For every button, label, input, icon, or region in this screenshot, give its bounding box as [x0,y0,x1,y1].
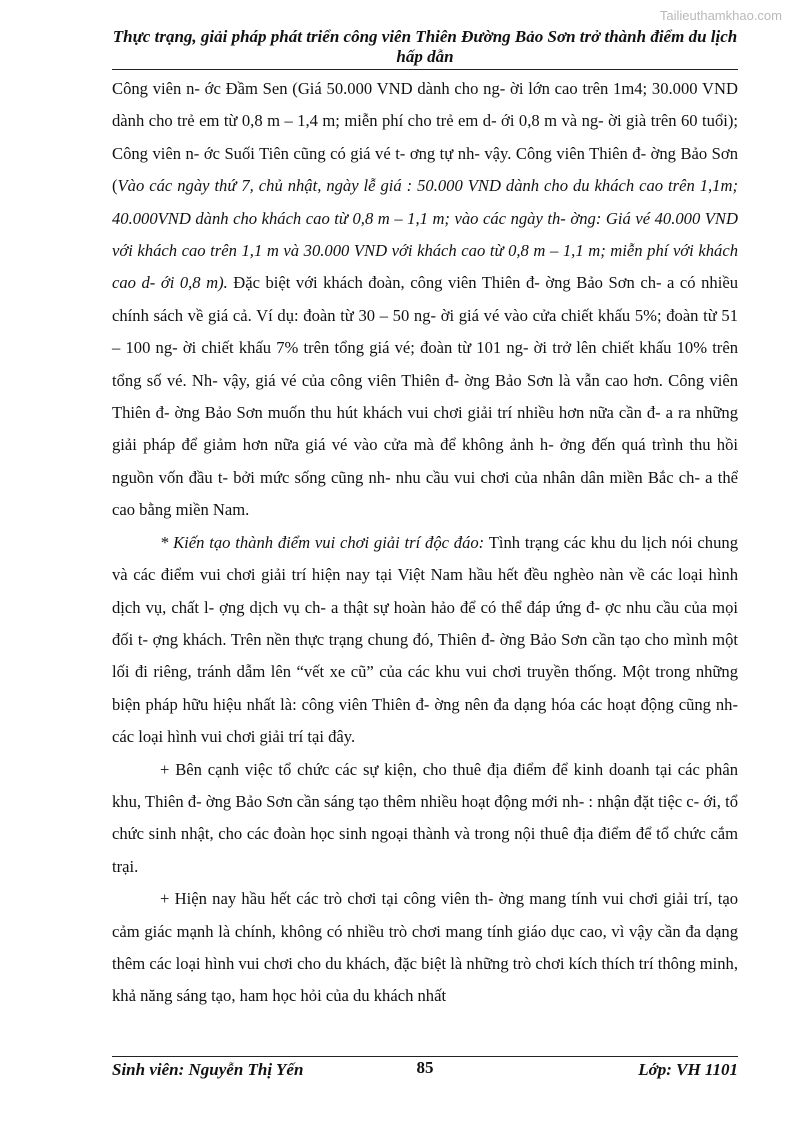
paragraph-events: + Bên cạnh việc tổ chức các sự kiện, cho thuê địa điểm để kinh doanh tại các phân khu, Thiên đ- ờng Bảo Sơn cần sáng tạo thêm nhiều hoạt động mới nh- : nhận đặt tiệc c- ới, tổ chức sinh nhật, cho các đoàn học sinh ngoại thành và trong nội thuê địa điểm để tổ chức cắm trại. [112,759,738,876]
paragraph-text: Đặc biệt với khách đoàn, công viên Thiên đ- ờng Bảo Sơn ch- a có nhiều chính sách về giá cả. Ví dụ: đoàn từ 30 – 50 ng- ời giá vé vào cửa chiết khấu 5%; đoàn từ 51 – 100 ng- ời chiết khấu 7% trên tổng giá vé; đoàn từ 101 ng- ời trở lên chiết khấu 10% trên tổng số vé. Nh- vậy, giá vé của công viên Thiên đ- ờng Bảo Sơn là vẫn cao hơn. Công viên Thiên đ- ờng Bảo Sơn muốn thu hút khách vui chơi giải trí nhiều hơn nữa cần đ- a ra những giải pháp để giảm hơn nữa giá vé vào cửa mà để không ảnh h- ởng đến quá trình thu hồi nguồn vốn đầu t- bởi mức sống cũng nh- nhu cầu vui chơi của nhân dân miền Bắc ch- a thể cao bằng miền Nam. [112,273,738,520]
document-body [112,73,738,1013]
paragraph-text: Công viên n- ớc Đầm Sen (Giá 50.000 VND dành cho ng- ời lớn cao trên 1m4; 30.000 VND dành cho trẻ em từ 0,8 m – 1,4 m; miễn phí cho trẻ em d- ới 0,8 m và ng- ời già trên 60 tuổi); Công viên n- ớc Suối Tiên cũng có giá vé t- ơng tự nh- vậy. Công viên Thiên đ- ờng Bảo Sơn ( [112,79,738,196]
watermark: Tailieuthamkhao.com [659,8,782,23]
page-number: 85 [416,1058,434,1077]
paragraph-italic-text: Vào các ngày thứ 7, chủ nhật, ngày lễ giá : 50.000 VND dành cho du khách cao trên 1,1m; 40.000VND dành cho khách cao từ 0,8 m – 1,1 m; vào các ngày th- ờng: Giá vé 40.000 VND với khách cao trên 1,1 m và 30.000 VND với khách cao từ 0,8 m – 1,1 m; miễn phí với khách cao d- ới 0,8 m). [112,176,738,293]
paragraph-text: Tình trạng các khu du lịch nói chung và các điểm vui chơi giải trí hiện nay tại Việt Nam hầu hết đều nghèo nàn về các loại hình dịch vụ, chất l- ợng dịch vụ ch- a thật sự hoàn hảo để có thể đáp ứng đ- ợc nhu cầu của mọi đối t- ợng khách. Trên nền thực trạng chung đó, Thiên đ- ờng Bảo Sơn cần tạo cho mình một lối đi riêng, tránh dẫm lên “vết xe cũ” của các khu vui chơi truyền thống. Một trong những biện pháp hữu hiệu nhất là: công viên Thiên đ- ờng nên đa dạng hóa các hoạt động cũng nh- các loại hình vui chơi giải trí tại đây. [112,532,738,747]
footer-student-name: Sinh viên: Nguyễn Thị Yến [112,1060,304,1079]
page-footer [112,1060,738,1082]
section-heading: * Kiến tạo thành điểm vui chơi giải trí độc đáo: [160,532,485,552]
paragraph-unique-destination [112,527,738,754]
paragraph-ticket-prices [112,73,738,527]
header-divider [112,69,738,70]
page-header-title: Thực trạng, giải pháp phát triển công viên Thiên Đường Bảo Sơn trở thành điểm du lịch hấp dẫn [112,27,738,66]
paragraph-games: + Hiện nay hầu hết các trò chơi tại công viên th- ờng mang tính vui chơi giải trí, tạo cảm giác mạnh là chính, không có nhiều trò chơi mang tính giáo dục cao, vì vậy cần đa dạng thêm các loại hình vui chơi cho du khách, đặc biệt là những trò chơi kích thích trí thông minh, khả năng sáng tạo, ham học hỏi của du khách nhất [112,889,738,1006]
footer-class: Lớp: VH 1101 [638,1060,738,1079]
footer-divider [112,1056,738,1057]
